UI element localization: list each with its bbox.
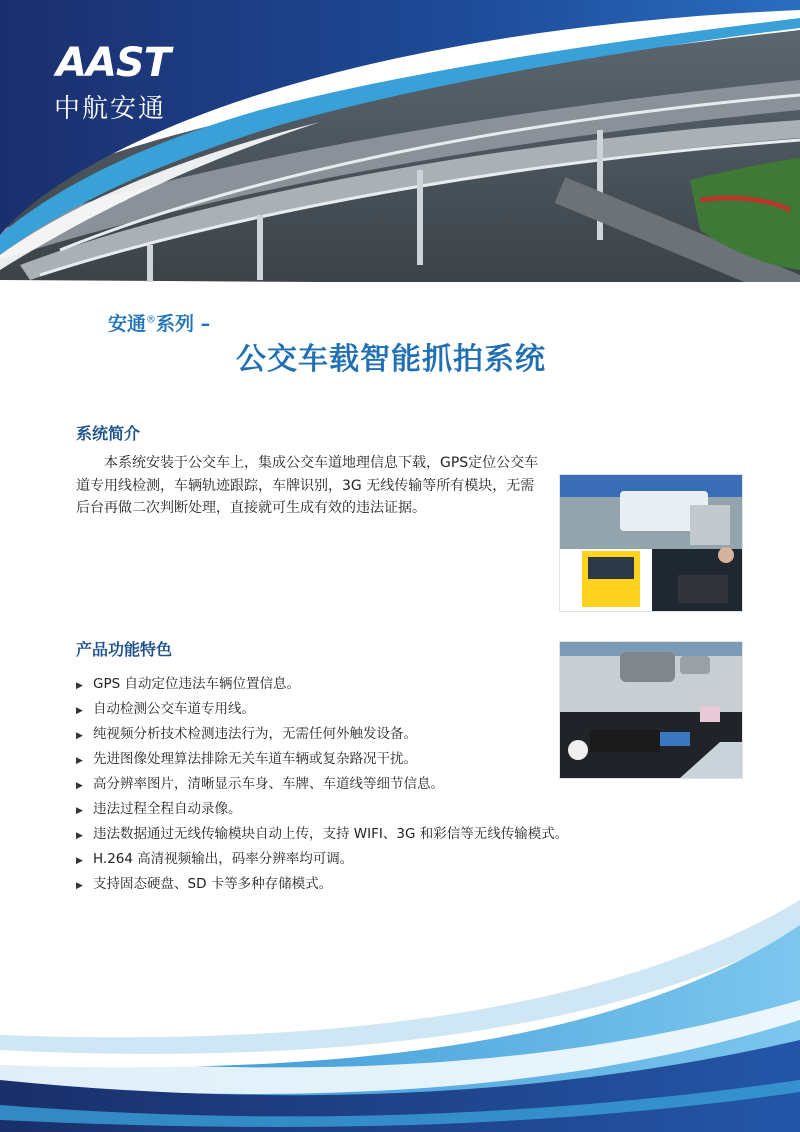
- intro-paragraph: 本系统安装于公交车上，集成公交车道地理信息下载，GPS定位公交车道专用线检测，车辆轨迹跟踪，车牌识别，3G 无线传输等所有模块，无需后台再做二次判断处理，直接就可生成有效的违法证据。: [76, 455, 539, 516]
- bullet-icon: ▶: [76, 831, 83, 841]
- feature-item: ▶ 违法数据通过无线传输模块自动上传，支持 WIFI、3G 和彩信等无线传输模式。: [76, 823, 716, 848]
- series-prefix: 安通: [108, 313, 147, 335]
- registered-mark: ®: [146, 314, 157, 326]
- bullet-icon: ▶: [76, 756, 83, 766]
- series-label: [108, 309, 210, 336]
- bullet-icon: ▶: [76, 731, 83, 741]
- brand-name: 中航安通: [54, 94, 167, 124]
- bullet-icon: ▶: [76, 781, 83, 791]
- bullet-icon: ▶: [76, 881, 83, 891]
- feature-item: ▶ 高分辨率图片，清晰显示车身、车牌、车道线等细节信息。: [76, 773, 716, 798]
- page-title: 公交车载智能抓拍系统: [236, 342, 546, 377]
- bullet-icon: ▶: [76, 681, 83, 691]
- intro-heading: 系统简介: [76, 424, 141, 443]
- feature-list: [76, 673, 716, 898]
- feature-item: ▶ 先进图像处理算法排除无关车道车辆或复杂路况干扰。: [76, 748, 716, 773]
- bullet-icon: ▶: [76, 806, 83, 816]
- feature-item: ▶ 支持固态硬盘、SD 卡等多种存储模式。: [76, 873, 716, 898]
- features-heading: 产品功能特色: [76, 640, 173, 659]
- bus-camera-photo: [559, 474, 743, 612]
- feature-item: ▶ GPS 自动定位违法车辆位置信息。: [76, 673, 716, 698]
- bullet-icon: ▶: [76, 856, 83, 866]
- series-suffix: 系列 –: [156, 313, 211, 335]
- feature-item: ▶ 违法过程全程自动录像。: [76, 798, 716, 823]
- feature-item: ▶ 自动检测公交车道专用线。: [76, 698, 716, 723]
- footer-waves: [0, 880, 800, 1132]
- bullet-icon: ▶: [76, 706, 83, 716]
- feature-item: ▶ H.264 高清视频输出，码率分辨率均可调。: [76, 848, 716, 873]
- feature-item: ▶ 纯视频分析技术检测违法行为，无需任何外触发设备。: [76, 723, 716, 748]
- brand-logo: AAST: [56, 40, 171, 86]
